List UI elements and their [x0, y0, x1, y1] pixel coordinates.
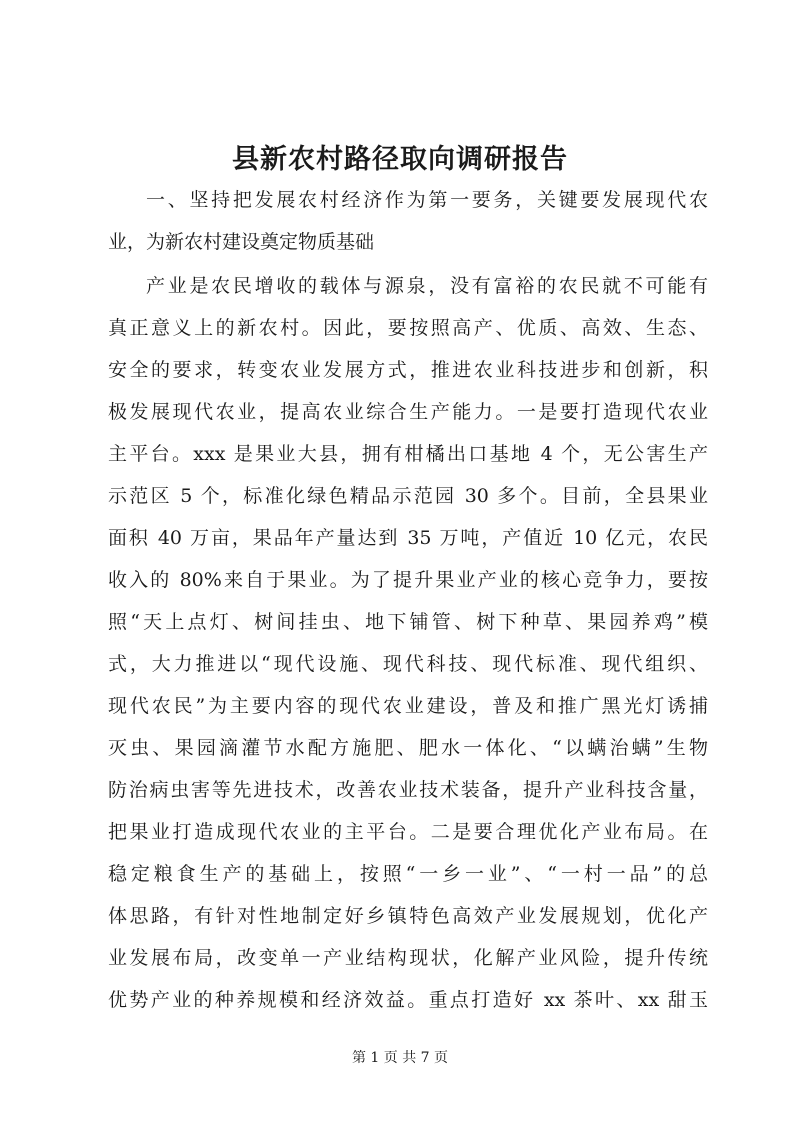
text-line: 式，大力推进以“现代设施、现代科技、现代标准、现代组织、	[108, 653, 708, 675]
text-line: 安全的要求，转变农业发展方式，推进农业科技进步和创新，积	[108, 359, 708, 381]
text-line: 示范区 5 个，标准化绿色精品示范园 30 多个。目前，全县果业	[108, 485, 708, 507]
text-line: 产业是农民增收的载体与源泉，没有富裕的农民就不可能有	[146, 275, 708, 297]
text-line: 防治病虫害等先进技术，改善农业技术装备，提升产业科技含量，	[108, 779, 708, 801]
page-number: 第 1 页 共 7 页	[351, 1050, 449, 1066]
text-line: 优势产业的种养规模和经济效益。重点打造好 xx 茶叶、xx 甜玉	[108, 989, 708, 1011]
text-line: 极发展现代农业，提高农业综合生产能力。一是要打造现代农业	[108, 401, 708, 423]
text-line: 一、坚持把发展农村经济作为第一要务，关键要发展现代农	[146, 189, 708, 211]
text-line: 稳定粮食生产的基础上，按照“一乡一业”、“一村一品”的总	[108, 863, 708, 885]
text-line: 现代农民”为主要内容的现代农业建设，普及和推广黑光灯诱捕	[108, 695, 708, 717]
text-line: 面积 40 万亩，果品年产量达到 35 万吨，产值近 10 亿元，农民	[108, 527, 708, 549]
text-line: 把果业打造成现代农业的主平台。二是要合理优化产业布局。在	[108, 821, 708, 843]
text-line: 真正意义上的新农村。因此，要按照高产、优质、高效、生态、	[108, 317, 708, 339]
text-line: 灭虫、果园滴灌节水配方施肥、肥水一体化、“以螨治螨”生物	[108, 737, 708, 759]
text-line: 体思路，有针对性地制定好乡镇特色高效产业发展规划，优化产	[108, 905, 708, 927]
document-title: 县新农村路径取向调研报告	[232, 144, 568, 175]
text-line: 业发展布局，改变单一产业结构现状，化解产业风险，提升传统	[108, 947, 708, 969]
text-line: 业，为新农村建设奠定物质基础	[108, 231, 375, 253]
text-line: 主平台。xxx 是果业大县，拥有柑橘出口基地 4 个，无公害生产	[108, 443, 708, 465]
text-line: 收入的 80%来自于果业。为了提升果业产业的核心竞争力，要按	[108, 569, 708, 591]
text-line: 照“天上点灯、树间挂虫、地下铺管、树下种草、果园养鸡”模	[108, 611, 708, 633]
